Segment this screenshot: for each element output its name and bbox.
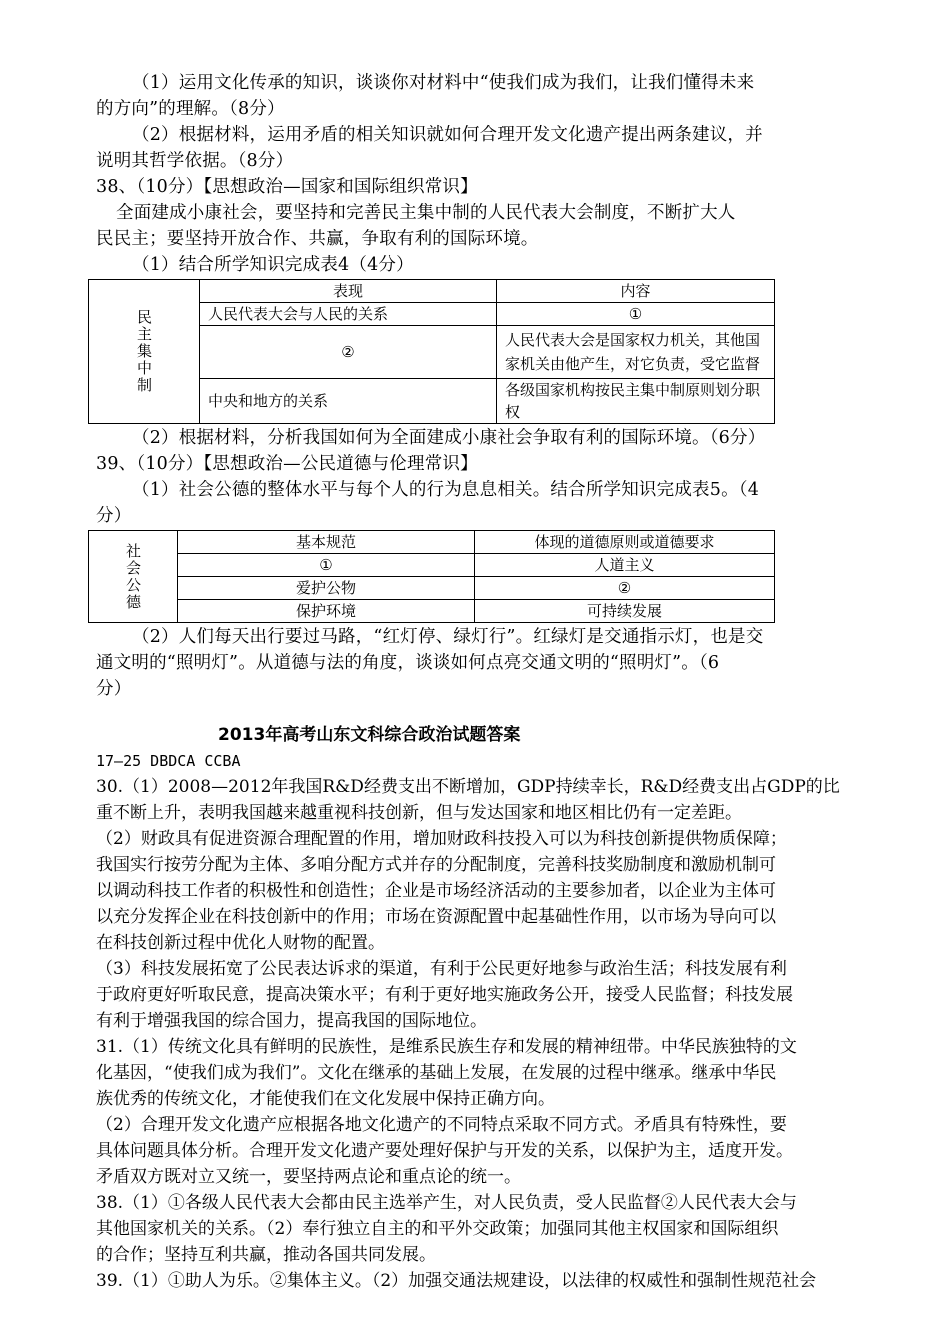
q38-task1: （1）结合所学知识完成表4（4分） bbox=[132, 255, 414, 275]
answer-30-2-line2: 我国实行按劳分配为主体、多咱分配方式并存的分配制度，完善科技奖励制度和激励机制可 bbox=[96, 855, 776, 875]
answer-30-3-line2: 于政府更好听取民意，提高决策水平；有利于更好地实施政务公开，接受人民监督；科技发展 bbox=[96, 985, 793, 1005]
answer-31-2-line1: （2）合理开发文化遗产应根据各地文化遗产的不同特点采取不同方式。矛盾具有特殊性，要 bbox=[96, 1115, 787, 1135]
q38-intro-line1: 全面建成小康社会，要坚持和完善民主集中制的人民代表大会制度，不断扩大人 bbox=[116, 203, 736, 223]
answer-30-3-line3: 有利于增强我国的综合国力，提高我国的国际地位。 bbox=[96, 1011, 487, 1031]
answer-31-1-line3: 族优秀的传统文化，才能使我们在文化发展中保持正确方向。 bbox=[96, 1089, 555, 1109]
answer-39-line1: 39.（1）①助人为乐。②集体主义。（2）加强交通法规建设，以法律的权威性和强制性规范社会 bbox=[96, 1271, 817, 1291]
answers-title: 2013年高考山东文科综合政治试题答案 bbox=[218, 725, 521, 745]
table4-r2c1: ② bbox=[200, 326, 497, 379]
answer-30-2-line3: 以调动科技工作者的积极性和创造性；企业是市场经济活动的主要参加者，以企业为主体可 bbox=[96, 881, 776, 901]
table4-r1c1: 人民代表大会与人民的关系 bbox=[200, 303, 497, 326]
table5-header-col2: 体现的道德原则或道德要求 bbox=[475, 531, 775, 554]
answer-30-3-line1: （3）科技发展拓宽了公民表达诉求的渠道，有利于公民更好地参与政治生活；科技发展有利 bbox=[96, 959, 787, 979]
table-4 bbox=[88, 279, 775, 424]
q39-task1-line2: 分） bbox=[96, 506, 132, 526]
table5-header-col1: 基本规范 bbox=[178, 531, 475, 554]
table5-r1c1: ① bbox=[178, 554, 475, 577]
table5-side-label: 社会公德 bbox=[89, 531, 178, 623]
table5-r3c2: 可持续发展 bbox=[475, 600, 775, 623]
table4-r1c2: ① bbox=[497, 303, 775, 326]
q39-task2-line2: 通文明的“照明灯”。从道德与法的角度，谈谈如何点亮交通文明的“照明灯”。（6 bbox=[96, 653, 720, 673]
table4-r2c2: 人民代表大会是国家权力机关，其他国家机关由他产生，对它负责，受它监督 bbox=[497, 326, 775, 379]
table-5 bbox=[88, 530, 775, 623]
table4-header-col1: 表现 bbox=[200, 280, 497, 303]
answer-31-2-line3: 矛盾双方既对立又统一，要坚持两点论和重点论的统一。 bbox=[96, 1167, 521, 1187]
q38-task2: （2）根据材料，分析我国如何为全面建成小康社会争取有利的国际环境。（6分） bbox=[132, 428, 766, 448]
q39-task2-line3: 分） bbox=[96, 679, 132, 699]
q39-task1-line1: （1）社会公德的整体水平与每个人的行为息息相关。结合所学知识完成表5。（4 bbox=[132, 480, 760, 500]
answer-31-1-line1: 31.（1）传统文化具有鲜明的民族性，是维系民族生存和发展的精神纽带。中华民族独特的文 bbox=[96, 1037, 797, 1057]
answer-38-line1: 38.（1）①各级人民代表大会都由民主选举产生，对人民负责，受人民监督②人民代表大会与 bbox=[96, 1193, 797, 1213]
table5-r3c1: 保护环境 bbox=[178, 600, 475, 623]
answer-30-1-line2: 重不断上升，表明我国越来越重视科技创新，但与发达国家和地区相比仍有一定差距。 bbox=[96, 803, 742, 823]
q39-heading: 39、（10分）【思想政治—公民道德与伦理常识】 bbox=[96, 454, 478, 474]
table4-side-label: 民主集中制 bbox=[89, 280, 200, 424]
document-page bbox=[96, 70, 866, 1294]
answers-multiple-choice: 17—25 DBDCA CCBA bbox=[96, 752, 241, 770]
table5-r1c2: 人道主义 bbox=[475, 554, 775, 577]
table4-r3c2: 各级国家机构按民主集中制原则划分职权 bbox=[497, 379, 775, 424]
answer-30-2-line1: （2）财政具有促进资源合理配置的作用，增加财政科技投入可以为科技创新提供物质保障； bbox=[96, 829, 787, 849]
answer-30-1-line1: 30.（1）2008—2012年我国R&D经费支出不断增加，GDP持续幸长，R&D经费支出占GDP的比 bbox=[96, 777, 840, 797]
table5-r2c1: 爱护公物 bbox=[178, 577, 475, 600]
table5-r2c2: ② bbox=[475, 577, 775, 600]
q38-intro-line2: 民民主；要坚持开放合作、共赢，争取有利的国际环境。 bbox=[96, 229, 539, 249]
table4-r3c1: 中央和地方的关系 bbox=[200, 379, 497, 424]
q31-part1-line1: （1）运用文化传承的知识，谈谈你对材料中“使我们成为我们，让我们懂得未来 bbox=[132, 73, 755, 93]
table4-header-col2: 内容 bbox=[497, 280, 775, 303]
q31-part2-line2: 说明其哲学依据。（8分） bbox=[96, 151, 294, 171]
q38-heading: 38、（10分）【思想政治—国家和国际组织常识】 bbox=[96, 177, 478, 197]
q31-part2-line1: （2）根据材料，运用矛盾的相关知识就如何合理开发文化遗产提出两条建议，并 bbox=[132, 125, 763, 145]
answer-30-2-line4: 以充分发挥企业在科技创新中的作用；市场在资源配置中起基础性作用，以市场为导向可以 bbox=[96, 907, 776, 927]
q31-part1-line2: 的方向”的理解。（8分） bbox=[96, 99, 285, 119]
answer-30-2-line5: 在科技创新过程中优化人财物的配置。 bbox=[96, 933, 385, 953]
answer-38-line2: 其他国家机关的关系。（2）奉行独立自主的和平外交政策；加强同其他主权国家和国际组织 bbox=[96, 1219, 779, 1239]
answer-38-line3: 的合作；坚持互利共赢，推动各国共同发展。 bbox=[96, 1245, 436, 1265]
answer-31-1-line2: 化基因，“使我们成为我们”。文化在继承的基础上发展，在发展的过程中继承。继承中华民 bbox=[96, 1063, 777, 1083]
q39-task2-line1: （2）人们每天出行要过马路，“红灯停、绿灯行”。红绿灯是交通指示灯，也是交 bbox=[132, 627, 764, 647]
answer-31-2-line2: 具体问题具体分析。合理开发文化遗产要处理好保护与开发的关系，以保护为主，适度开发。 bbox=[96, 1141, 793, 1161]
